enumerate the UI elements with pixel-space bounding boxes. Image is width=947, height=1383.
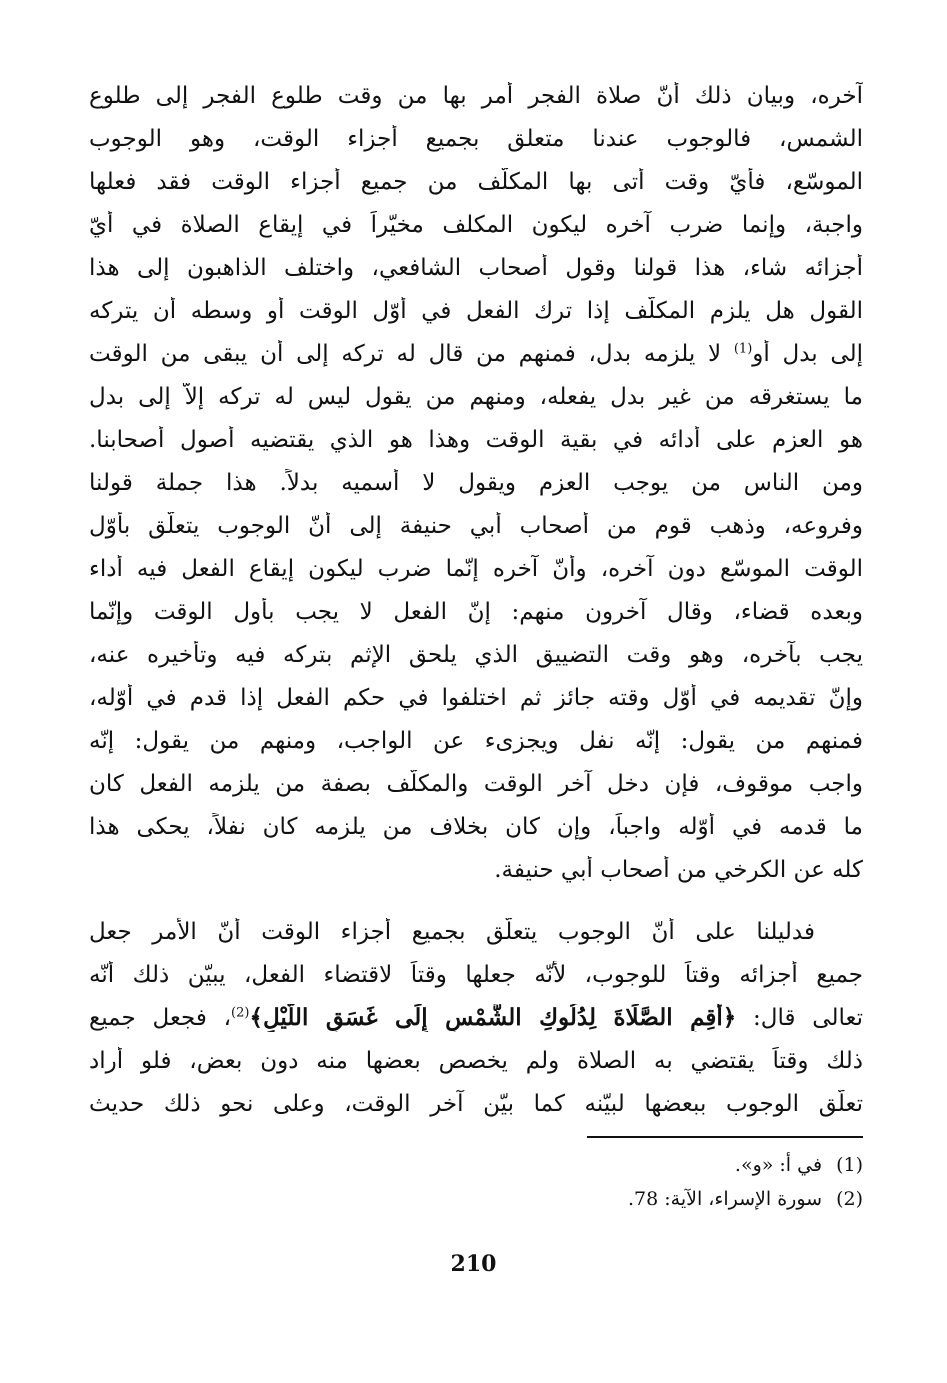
footnote-number: (2) — [836, 1188, 863, 1210]
text-line — [89, 1004, 863, 1032]
text-segment: ، فجعل جميع — [89, 1005, 232, 1031]
text-segment: تعالى قال: — [736, 1005, 863, 1031]
text-line: ومن الناس من يوجب العزم ويقول لا أسميه بدلاً. هذا جملة قولنا — [89, 470, 863, 496]
footnote — [89, 1153, 863, 1177]
footnote-divider — [587, 1136, 863, 1138]
footnote-number: (1) — [836, 1154, 863, 1176]
text-line: وبعده قضاء، وقال آخرون منهم: إنّ الفعل لا يجب بأول الوقت وإنّما — [89, 599, 863, 625]
text-line: ما قدمه في أوّله واجباً، وإن كان بخلاف من يلزمه كان نفلاً، يحكى هذا — [89, 814, 863, 840]
paragraph-first-line: فدليلنا على أنّ الوجوب يتعلّق بجميع أجزاء الوقت أنّ الأمر جعل — [89, 919, 815, 945]
text-segment: إلى بدل أو — [752, 341, 863, 367]
text-line: يجب بآخره، وهو وقت التضييق الذي يلحق الإثم بتركه فيه وتأخيره عنه، — [89, 642, 863, 668]
text-line: الشمس، فالوجوب عندنا متعلق بجميع أجزاء الوقت، وهو الوجوب — [89, 126, 863, 152]
text-line: جميع أجزائه وقتاً للوجوب، لأنّه جعلها وقتاً لاقتضاء الفعل، يبيّن ذلك أنّه — [89, 962, 863, 988]
footnote-text: سورة الإسراء، الآية: 78. — [627, 1188, 823, 1210]
page-number: 210 — [450, 1251, 497, 1277]
footnote-marker: (1) — [733, 341, 753, 357]
footnote-text: في أ: «و». — [734, 1154, 823, 1176]
text-line: واجبة، وإنما ضرب آخره ليكون المكلف مخيّراً في إيقاع الصلاة في أيّ — [89, 212, 863, 238]
text-line: هو العزم على أدائه في بقية الوقت وهذا هو الذي يقتضيه أصول أصحابنا. — [89, 427, 863, 453]
footnote-marker: (2) — [231, 1005, 250, 1021]
text-line: تعلّق الوجوب ببعضها لبيّنه كما بيّن آخر الوقت، وعلى نحو ذلك حديث — [89, 1091, 863, 1117]
quran-verse: ﴿أَقِمِ الصَّلَاةَ لِدُلُوكِ الشَّمْسِ إِلَى غَسَقِ اللَّيْلِ﴾ — [249, 1004, 737, 1031]
text-line: كله عن الكرخي من أصحاب أبي حنيفة. — [494, 857, 863, 883]
text-line — [89, 340, 863, 368]
text-line: آخره، وبيان ذلك أنّ صلاة الفجر أمر بها من وقت طلوع الفجر إلى طلوع — [89, 83, 863, 109]
text-line: أجزائه شاء، هذا قولنا وقول أصحاب الشافعي، واختلف الذاهبون إلى هذا — [89, 255, 863, 281]
text-line: وإنّ تقديمه في أوّل وقته جائز ثم اختلفوا في حكم الفعل إذا قدم في أوّله، — [89, 685, 863, 711]
text-line: الموسّع، فأيّ وقت أتى بها المكلّف من جميع أجزاء الوقت فقد فعلها — [89, 169, 863, 195]
text-line: فمنهم من يقول: إنّه نفل ويجزىء عن الواجب، ومنهم من يقول: إنّه — [89, 728, 863, 754]
text-line: واجب موقوف، فإن دخل آخر الوقت والمكلّف بصفة من يلزمه الفعل كان — [89, 771, 863, 797]
text-line: وفروعه، وذهب قوم من أصحاب أبي حنيفة إلى أنّ الوجوب يتعلّق بأوّل — [89, 513, 863, 539]
text-segment: لا يلزمه بدل، فمنهم من قال له تركه إلى أن يبقى من الوقت — [89, 341, 734, 367]
text-line: القول هل يلزم المكلّف إذا ترك الفعل في أوّل الوقت أو وسطه أن يتركه — [89, 298, 863, 324]
text-line: الوقت الموسّع دون آخره، وأنّ آخره إنّما ضرب ليكون إيقاع الفعل فيه أداء — [89, 556, 863, 582]
footnote — [89, 1187, 863, 1211]
text-line: ما يستغرقه من غير بدل يفعله، ومنهم من يقول ليس له تركه إلاّ إلى بدل — [89, 384, 863, 410]
text-line: ذلك وقتاً يقتضي به الصلاة ولم يخصص بعضها منه دون بعض، فلو أراد — [89, 1048, 863, 1074]
